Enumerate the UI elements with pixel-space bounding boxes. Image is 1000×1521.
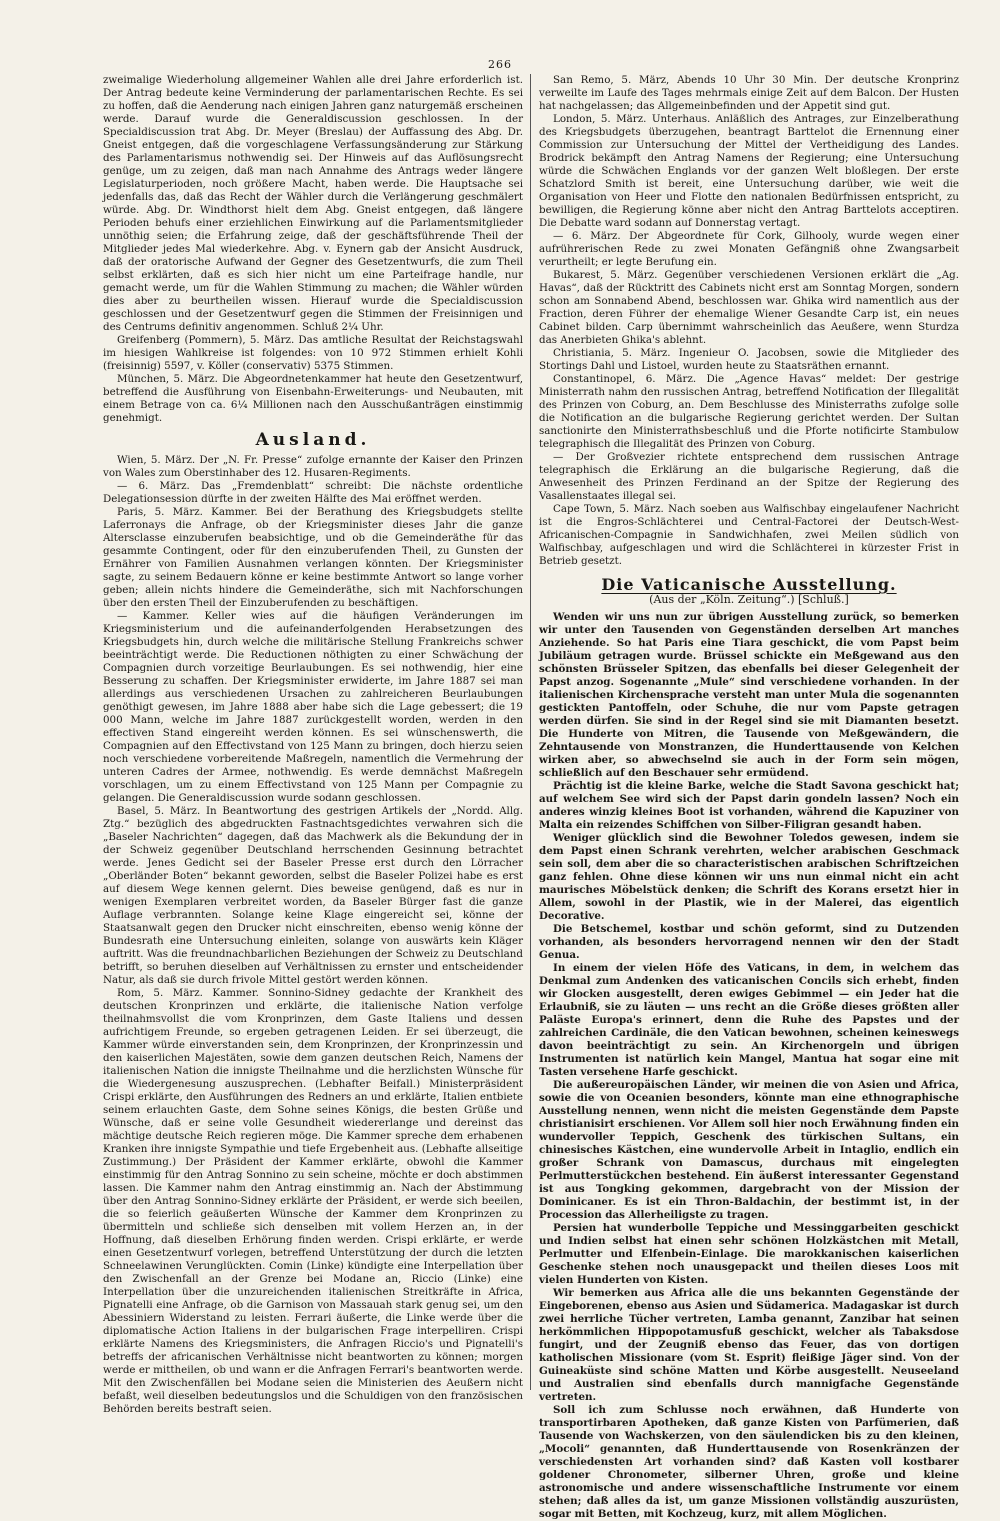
article-subtitle: (Aus der „Köln. Zeitung“.) [Schluß.] (649, 593, 849, 606)
article-paragraph: Die außereuropäischen Länder, wir meinen die von Asien und Africa, sowie die von Oceanien besonders, könnte man eine ethnographische Ausstellung nennen, wenn nicht die meisten Gegenstände dem Papste christianisirt erschienen. Vor Allem soll hier noch Erwähnung finden ein wundervoller Teppich, Geschenk des türkischen Sultans, ein chinesisches Kästchen, eine wundervolle Arbeit in Intaglio, endlich ein großer Schrank von Damascus, durchaus mit eingelegten Perlmutterstückchen bestehend. Ein äußerst interessanter Gegenstand ist aus Tongking gekommen, dargebracht von der Mission der Dominicaner. Es ist ein Thron-Baldachin, der bestimmt ist, in der Procession das Allerheiligste zu tragen. (539, 1079, 959, 1221)
article-paragraph: Rom, 5. März. Kammer. Sonnino-Sidney gedachte der Krankheit des deutschen Kronprinzen und erklärte, die italienische Nation verfolge theilnahmsvollst die vom Kronprinzen, dem Gaste Italiens und dessen aufrichtigem Freunde, so ergeben getragenen Leiden. Er sei überzeugt, die Kammer würde einverstanden sein, dem Kronprinzen, der Kronprinzessin und den kaiserlichen Majestäten, sowie dem ganzen deutschen Reich, Namens der italienischen Nation die innigste Theilnahme und die herzlichsten Wünsche für die Wiedergenesung auszusprechen. (Lebhafter Beifall.) Ministerpräsident Crispi erklärte, den Ausführungen des Redners an und erklärte, Italien entbiete seinem erlauchten Gaste, dem Sohne seines Königs, die besten Grüße und Wünsche, daß er seine volle Gesundheit wiedererlange und dereinst das mächtige deutsche Reich regieren möge. Die Kammer spreche dem erhabenen Kranken ihre innigste Sympathie und tiefe Ergebenheit aus. (Lebhafte allseitige Zustimmung.) Der Präsident der Kammer erklärte, obwohl die Kammer einstimmig für den Antrag Sonnino zu sein scheine, möchte er doch abstimmen lassen. Die Kammer nahm den Antrag einstimmig an. Nach der Abstimmung über den Antrag Sonnino-Sidney erklärte der Präsident, er werde sich beeilen, die so feierlich geäußerten Wünsche der Kammer dem Kronprinzen zu übermitteln und schließe sich denselben mit vollem Herzen an, in der Hoffnung, daß dieselben Erhörung finden werden. Crispi erklärte, er werde einen Gesetzentwurf vorlegen, betreffend Unterstützung der durch die letzten Schneelawinen Verunglückten. Comin (Linke) kündigte eine Interpellation über den Zwischenfall an der Grenze bei Modane an, Riccio (Linke) eine Interpellation über die unzureichenden italienischen Streitkräfte in Africa, Pignatelli eine Anfrage, ob die Garnison von Massauah stark genug sei, um den Abessiniern Widerstand zu leisten. Ferrari äußerte, die Linke werde über die diplomatische Action Italiens in der bulgarischen Frage interpelliren. Crispi erklärte Namens des Kriegsministers, die Anfragen Riccio's und Pignatelli's betreffs der africanischen Verhältnisse nicht beantworten zu können; morgen werde er mittheilen, ob und wann er die Anfragen Ferrari's beantworten werde. Mit den Zwischenfällen bei Modane seien die Ministerien des Aeußern nicht befaßt, weil dieselben bedeutungslos und die Schuldigen von den französischen Behörden bereits bestraft seien. (103, 987, 523, 1415)
article-paragraph: Bukarest, 5. März. Gegenüber verschiedenen Versionen erklärt die „Ag. Havas“, daß der Rücktritt des Cabinets nicht erst am Sonntag Morgen, sondern schon am Sonnabend Abend, beschlossen war. Ghika wird namentlich aus der Fraction, deren Führer der ehemalige Wiener Gesandte Carp ist, ein neues Cabinet bilden. Carp übernimmt wahrscheinlich das Aeußere, wenn Sturdza das Anerbieten Ghika's ablehnt. (539, 269, 959, 346)
article-paragraph: San Remo, 5. März, Abends 10 Uhr 30 Min. Der deutsche Kronprinz verweilte im Laufe des Tages mehrmals einige Zeit auf dem Balcon. Der Husten hat nachgelassen; das Allgemeinbefinden und der Appetit sind gut. (539, 74, 959, 112)
article-paragraph: Greifenberg (Pommern), 5. März. Das amtliche Resultat der Reichstagswahl im hiesigen Wahlkreise ist folgendes: von 10 972 Stimmen erhielt Kohli (freisinnig) 5597, v. Köller (conservativ) 5375 Stimmen. (103, 334, 523, 372)
article-paragraph: Cape Town, 5. März. Nach soeben aus Walfischbay eingelaufener Nachricht ist die Engros-Schlächterei und Central-Factorei der Deutsch-West-Africanischen-Compagnie in Sandwichhafen, zwei Meilen südlich von Walfischbay, aufgeschlagen und wird die Schlächterei in kürzester Frist in Betrieb gesetzt. (539, 503, 959, 567)
article-paragraph: Persien hat wunderbolle Teppiche und Messinggarbeiten geschickt und Indien selbst hat einen sehr schönen Holzkästchen mit Metall, Perlmutter und Elfenbein-Einlage. Die marokkanischen kaiserlichen Geschenke stehen noch unausgepackt und theilen dieses Loos mit vielen Hunderten von Kisten. (539, 1222, 959, 1286)
article-paragraph: — 6. März. Der Abgeordnete für Cork, Gilhooly, wurde wegen einer aufrührerischen Rede zu zwei Monaten Gefängniß ohne Zwangsarbeit verurtheilt; er legte Berufung ein. (539, 230, 959, 268)
article-paragraph: Wir bemerken aus Africa alle die uns bekannten Gegenstände der Eingeborenen, ebenso aus Asien und Südamerica. Madagaskar ist durch zwei herrliche Tücher vertreten, Lamba genannt, Zanzibar hat seinen herkömmlichen Hippopotamusfuß geschickt, welcher als Tabaksdose fungirt, und der Zeugniß ebenso das Feuer, das von dortigen katholischen Missionare (vom St. Esprit) fleißige Jäger sind. Von der Guineaküste sind schöne Matten und Körbe ausgestellt. Neuseeland und Australien sind ebenfalls durch mannigfache Gegenstände vertreten. (539, 1287, 959, 1403)
article-paragraph: In einem der vielen Höfe des Vaticans, in dem, in welchem das Denkmal zum Andenken des vaticanischen Concils sich erhebt, finden wir Glocken ausgestellt, deren ewiges Gebimmel — ein Jeder hat die Erlaubniß, sie zu läuten — uns recht an die Größe dieses größten aller Paläste Europa's erinnert, denn die Ruhe des Papstes und der zahlreichen Cardinäle, die den Vatican bewohnen, scheinen keineswegs davon beeinträchtigt zu sein. An Kirchenorgeln und übrigen Instrumenten ist natürlich kein Mangel, Mantua hat sogar eine mit Tasten versehene Harfe geschickt. (539, 962, 959, 1078)
article-paragraph: Weniger glücklich sind die Bewohner Toledos gewesen, indem sie dem Papst einen Schrank verehrten, welcher arabischen Geschmack sein soll, dem aber die so characteristischen arabischen Schriftzeichen ganz fehlen. Ohne diese können wir uns nun einmal nicht ein acht maurisches Möbelstück denken; die Schrift des Korans ersetzt hier in Allem, sowohl in der Plastik, wie in der Malerei, das eigentlich Decorative. (539, 832, 959, 922)
article-paragraph: Soll ich zum Schlusse noch erwähnen, daß Hunderte von transportirbaren Apotheken, daß ganze Kisten von Parfümerien, daß Tausende von Wachskerzen, von den säulendicken bis zu den kleinen, „Mocoli“ genannten, daß Hunderttausende von Rosenkränzen der verschiedensten Art vorhanden sind? daß Kasten voll kostbarer goldener Chronometer, silberner Uhren, große und kleine astronomische und andere wissenschaftliche Instrumente vor einem stehen; daß alles da ist, um ganze Missionen vollständig auszurüsten, sogar mit Betten, mit Kochzeug, kurz, mit allem Möglichen. (539, 1404, 959, 1520)
article-paragraph: München, 5. März. Die Abgeordnetenkammer hat heute den Gesetzentwurf, betreffend die Ausführung von Eisenbahn-Erweiterungs- und Neubauten, mit einem Betrage von ca. 6¼ Millionen nach den Ausschußanträgen einstimmig genehmigt. (103, 373, 523, 424)
article-paragraph: zweimalige Wiederholung allgemeiner Wahlen alle drei Jahre erforderlich ist. Der Antrag bedeute keine Verminderung der parlamentarischen Rechte. Es sei zu hoffen, daß die Aenderung nach einigen Jahren ganz naturgemäß erscheinen werde. Darauf wurde die Generaldiscussion geschlossen. In der Specialdiscussion trat Abg. Dr. Meyer (Breslau) der Auffassung des Abg. Dr. Gneist entgegen, daß die vorgeschlagene Verfassungsänderung zur Stärkung des Parlamentarismus nothwendig sei. Der Hinweis auf das Auflösungsrecht genüge, um zu zeigen, daß man nach Annahme des Antrags weder längere Legislaturperioden, noch größere Macht, haben werde. Die Hauptsache sei jedenfalls das, daß das Recht der Wähler durch die Verlängerung geschmälert würde. Abg. Dr. Windthorst hielt dem Abg. Gneist entgegen, daß längere Perioden behufs einer erziehlichen Einwirkung auf die Parlamentsmitglieder unnöthig seien; die Erfahrung zeige, daß der geschäftsführende Theil der Mitglieder jedes Mal wiederkehre. Abg. v. Eynern gab der Ansicht Ausdruck, daß der oratorische Aufwand der Gegner des Gesetzentwurfs, die zum Theil selbst erklärten, daß es sich hier nicht um eine Parteifrage handle, nur gemacht werde, um für die Wahlen Stimmung zu machen; die Wähler würden dies aber zu beurtheilen wissen. Hierauf wurde die Specialdiscussion geschlossen und der Gesetzentwurf gegen die Stimmen der Freisinnigen und des Centrums definitiv angenommen. Schluß 2¼ Uhr. (103, 74, 523, 333)
article-paragraph: Basel, 5. März. In Beantwortung des gestrigen Artikels der „Nordd. Allg. Ztg.“ bezüglich des abgedruckten Fastnachtsgedichtes verwahren sich die „Baseler Nachrichten“ dagegen, daß das Machwerk als die Bekundung der in der Schweiz gegenüber Deutschland herrschenden Gesinnung betrachtet werde. Jenes Gedicht sei der Baseler Presse erst durch den Lörracher „Oberländer Boten“ bekannt geworden, selbst die Baseler Polizei habe es erst auf diesem Wege kennen gelernt. Dies beweise genügend, daß es nur in wenigen Exemplaren verbreitet worden, da Baseler Bürger fast die ganze Auflage verbrannten. Solange keine Klage eingereicht sei, könne der Staatsanwalt gegen den Drucker nicht einschreiten, ebenso wenig könne der Bundesrath eine Untersuchung einleiten, solange von auswärts kein Kläger auftritt. Was die freundnachbarlichen Beziehungen der Schweiz zu Deutschland betrifft, so beruhen dieselben auf Verhältnissen zu ernster und entscheidender Natur, als daß sie durch frivole Mittel gestört werden können. (103, 805, 523, 986)
article-paragraph: Die Betschemel, kostbar und schön geformt, sind zu Dutzenden vorhanden, als besonders hervorragend nennen wir den der Stadt Genua. (539, 923, 959, 961)
article-paragraph: — 6. März. Das „Fremdenblatt“ schreibt: Die nächste ordentliche Delegationsession dürfte in der zweiten Hälfte des Mai eröffnet werden. (103, 480, 523, 505)
right-column (539, 74, 959, 1520)
article-paragraph: Paris, 5. März. Kammer. Bei der Berathung des Kriegsbudgets stellte Laferronays die Anfrage, ob der Kriegsminister dieses Jahr die ganze Altersclasse einzuberufen beabsichtige, und ob die Gemeinderäthe für das gesammte Contingent, oder für den einzuberufenden Theil, zu Gunsten der Ernährer von Familien Ausnahmen verlangen könnten. Der Kriegsminister sagte, zu seinem Bedauern könne er keine bestimmte Antwort so lange vorher geben; allein nichts hindere die Gemeinderäthe, sich mit Nachforschungen über den ersten Theil der Einzuberufenden zu beschäftigen. (103, 506, 523, 609)
article-title-text: Die Vaticanische Ausstellung. (601, 575, 897, 594)
article-paragraph: — Kammer. Keller wies auf die häufigen Veränderungen im Kriegsministerium und die aufeinanderfolgenden Herabsetzungen des Kriegsbudgets hin, durch welche die militärische Stellung Frankreichs schwer beeinträchtigt werde. Die Reductionen nöthigten zu einer Schwächung der Compagnien durch vorzeitige Beurlaubungen. Es sei nothwendig, hier eine Besserung zu schaffen. Der Kriegsminister erwiderte, im Jahre 1887 sei man allerdings aus verschiedenen Ursachen zu zahlreicheren Beurlaubungen genöthigt gewesen, im Jahre 1888 aber habe sich die Lage gebessert; die 19 000 Mann, welche im Jahre 1887 zurückgestellt worden, werden in den effectiven Stand eingereiht werden können. Es sei wünschenswerth, die Compagnien auf den Effectivstand von 125 Mann zu bringen, doch hierzu seien noch verschiedene vorbereitende Maßregeln, namentlich die Vermehrung der unteren Cadres der Armee, nothwendig. Es werde demnächst Maßregeln vorschlagen, um zu einem Effectivstand von 125 Mann per Compagnie zu gelangen. Die Generaldiscussion wurde sodann geschlossen. (103, 610, 523, 804)
article-paragraph: London, 5. März. Unterhaus. Anläßlich des Antrages, zur Einzelberathung des Kriegsbudgets überzugehen, beantragt Barttelot die Ernennung einer Commission zur Untersuchung der Mittel der Vertheidigung des Landes. Brodrick bekämpft den Antrag Namens der Regierung; eine Untersuchung würde die Schwächen Englands vor der ganzen Welt bloßlegen. Der erste Schatzlord Smith ist bereit, eine Untersuchung darüber, wie weit die Organisation von Heer und Flotte den nationalen Bedürfnissen entspricht, zu bewilligen, die Regierung könne aber nicht den Antrag Barttelots acceptiren. Die Debatte ward sodann auf Donnerstag vertagt. (539, 113, 959, 229)
article-title (539, 575, 959, 594)
left-column (103, 74, 523, 1415)
article-paragraph: Prächtig ist die kleine Barke, welche die Stadt Savona geschickt hat; auf welchem See wird sich der Papst darin gondeln lassen? Noch ein anderes winzig kleines Boot ist vorhanden, während die Kapuziner von Malta ein reizendes Schiffchen von Silber-Filigran gesandt haben. (539, 780, 959, 831)
column-divider (530, 74, 531, 1390)
section-heading-ausland: Ausland. (255, 430, 371, 450)
page-number: 266 (488, 58, 512, 71)
article-paragraph: Wenden wir uns nun zur übrigen Ausstellung zurück, so bemerken wir unter den Tausenden von Gegenständen derselben Art manches Anziehende. So hat Paris eine Tiara geschickt, die vom Papst beim Jubiläum getragen wurde. Brüssel schickte ein Meßgewand aus den schönsten Brüsseler Spitzen, das ebenfalls bei dieser Gelegenheit der Papst anzog. Sogenannte „Mule“ sind verschiedene vorhanden. In der italienischen Kirchensprache versteht man unter Mula die sogenannten gestickten Pantoffeln, oder Schuhe, die nur vom Papste getragen werden dürfen. Sie sind in der Regel sind sie mit Diamanten besetzt. Die Hunderte von Mitren, die Tausende von Meßgewändern, die Zehntausende von Monstranzen, die Hunderttausende von Kelchen wirken aber, so abwechselnd sie auch in der Form sein mögen, schließlich auf den Beschauer sehr ermüdend. (539, 611, 959, 779)
article-paragraph: Wien, 5. März. Der „N. Fr. Presse“ zufolge ernannte der Kaiser den Prinzen von Wales zum Oberstinhaber des 12. Husaren-Regiments. (103, 454, 523, 479)
article-paragraph: Constantinopel, 6. März. Die „Agence Havas“ meldet: Der gestrige Ministerrath nahm den russischen Antrag, betreffend Notification der Illegalität des Prinzen von Coburg, an. Dem Beschlusse des Ministerraths zufolge solle die Notification an die bulgarische Regierung gerichtet werden. Der Sultan sanctionirte den Ministerrathsbeschluß und die Pforte notificirte Stambulow telegraphisch die Illegalität des Prinzen von Coburg. (539, 373, 959, 450)
article-paragraph: — Der Großvezier richtete entsprechend dem russischen Antrage telegraphisch die Erklärung an die bulgarische Regierung, daß die Anwesenheit des Prinzen Ferdinand an der Spitze der Regierung des Vasallenstaates illegal sei. (539, 451, 959, 502)
article-paragraph: Christiania, 5. März. Ingenieur O. Jacobsen, sowie die Mitglieder des Stortings Dahl und Listoel, wurden heute zu Staatsräthen ernannt. (539, 347, 959, 372)
